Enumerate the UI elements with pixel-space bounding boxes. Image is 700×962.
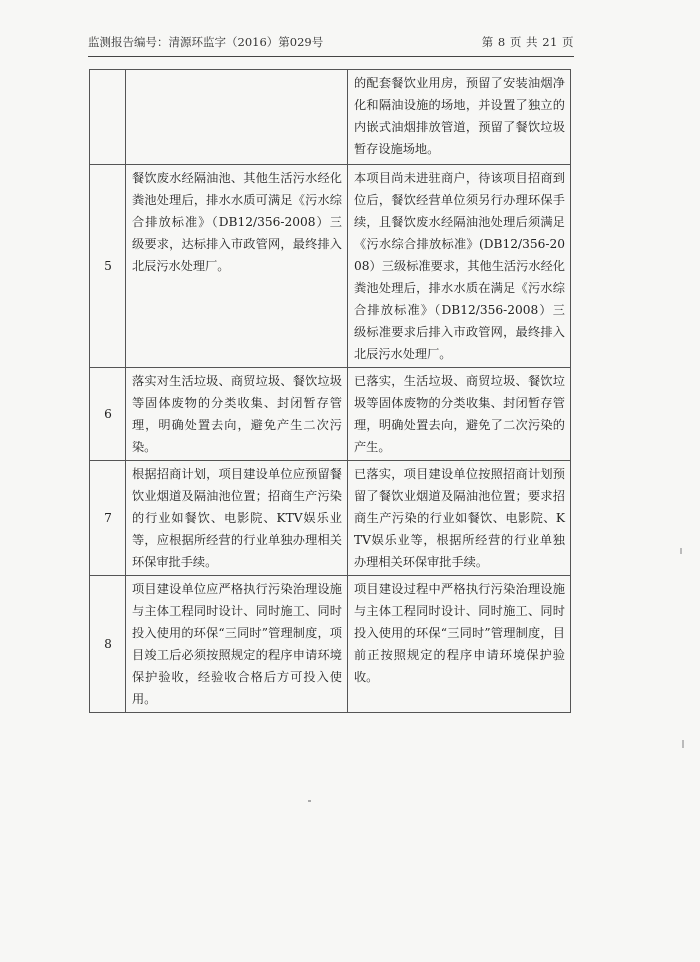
row-number: 8 <box>90 576 126 713</box>
scan-mark <box>682 740 684 748</box>
row-number: 5 <box>90 165 126 368</box>
status-cell: 项目建设过程中严格执行污染治理设施与主体工程同时设计、同时施工、同时投入使用的环保“三同时”管理制度，目前正按照规定的程序申请环境保护验收。 <box>348 576 571 713</box>
row-number: 6 <box>90 368 126 461</box>
page-header <box>88 34 574 57</box>
status-cell: 已落实，生活垃圾、商贸垃圾、餐饮垃圾等固体废物的分类收集、封闭暂存管理，明确处置去向，避免了二次污染的产生。 <box>348 368 571 461</box>
table-row <box>90 70 571 165</box>
table-row <box>90 165 571 368</box>
requirement-cell: 落实对生活垃圾、商贸垃圾、餐饮垃圾等固体废物的分类收集、封闭暂存管理，明确处置去向，避免产生二次污染。 <box>126 368 348 461</box>
table-row <box>90 368 571 461</box>
row-number: 7 <box>90 461 126 576</box>
scan-mark <box>680 548 682 554</box>
report-number: 监测报告编号：清源环监字（2016）第029号 <box>88 35 324 49</box>
requirement-cell <box>126 70 348 165</box>
status-cell: 本项目尚未进驻商户，待该项目招商到位后，餐饮经营单位须另行办理环保手续，且餐饮废水经隔油池处理后须满足《污水综合排放标准》(DB12/356-2008）三级标准要求，其他生活污水经化粪池处理后，排水水质在满足《污水综合排放标准》（DB12/356-2008）三级标准要求后排入市政管网，最终排入北辰污水处理厂。 <box>348 165 571 368</box>
requirement-cell: 根据招商计划，项目建设单位应预留餐饮业烟道及隔油池位置；招商生产污染的行业如餐饮、电影院、KTV娱乐业等，应根据所经营的行业单独办理相关环保审批手续。 <box>126 461 348 576</box>
status-cell: 已落实，项目建设单位按照招商计划预留了餐饮业烟道及隔油池位置；要求招商生产污染的行业如餐饮、电影院、KTV娱乐业等，根据所经营的行业单独办理相关环保审批手续。 <box>348 461 571 576</box>
row-number <box>90 70 126 165</box>
status-cell: 的配套餐饮业用房，预留了安装油烟净化和隔油设施的场地，并设置了独立的内嵌式油烟排放管道，预留了餐饮垃圾暂存设施场地。 <box>348 70 571 165</box>
compliance-table <box>89 69 571 713</box>
table-row <box>90 461 571 576</box>
requirement-cell: 项目建设单位应严格执行污染治理设施与主体工程同时设计、同时施工、同时投入使用的环保“三同时”管理制度，项目竣工后必须按照规定的程序申请环境保护验收，经验收合格后方可投入使用。 <box>126 576 348 713</box>
table-row <box>90 576 571 713</box>
page-number: 第 8 页 共 21 页 <box>481 35 574 49</box>
scan-speck <box>308 800 311 802</box>
requirement-cell: 餐饮废水经隔油池、其他生活污水经化粪池处理后，排水水质可满足《污水综合排放标准》（DB12/356-2008）三级要求，达标排入市政管网，最终排入北辰污水处理厂。 <box>126 165 348 368</box>
